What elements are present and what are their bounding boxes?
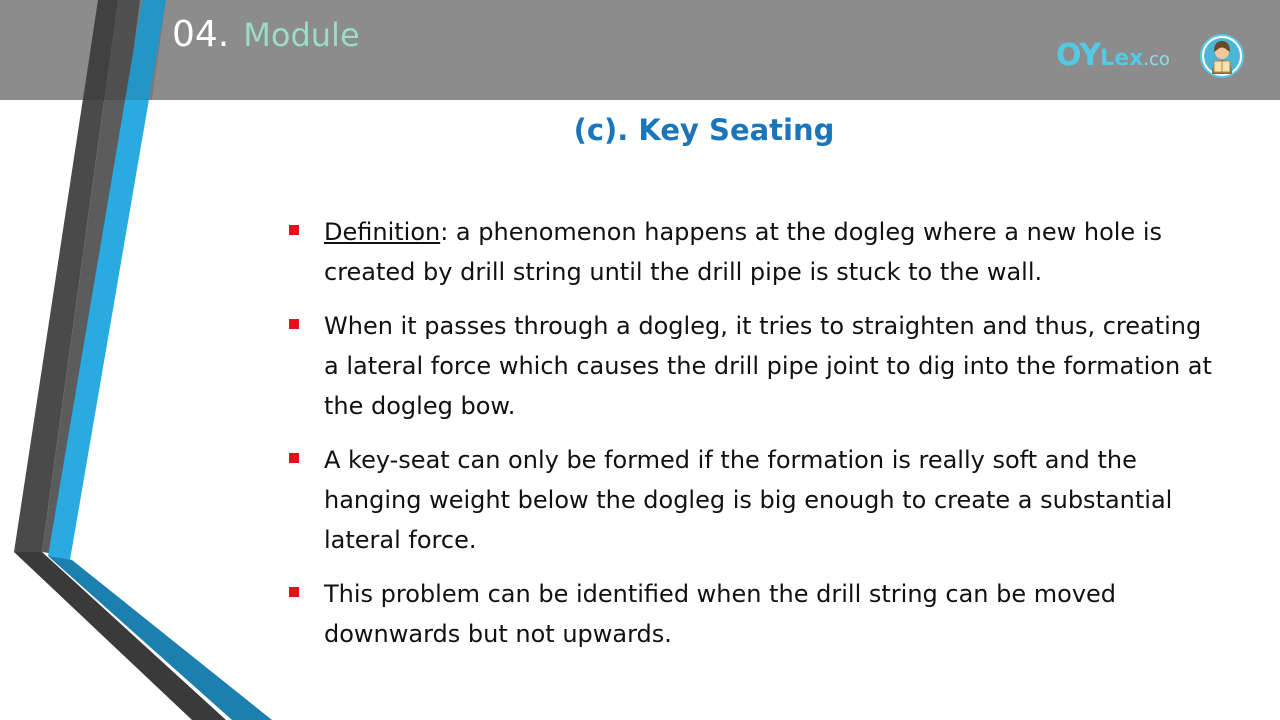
- bullet-item-identification: [282, 574, 1222, 654]
- bullet-text: This problem can be identified when the drill string can be moved downwards but not upwards.: [324, 580, 1117, 648]
- stripe-header-overlay: [84, 0, 166, 100]
- definition-term: Definition: [324, 218, 441, 246]
- brand-logo-domain: .co: [1143, 49, 1170, 70]
- bullet-text: A key-seat can only be formed if the formation is really soft and the hanging weight below the dogleg is big enough to create a substantial lateral force.: [324, 446, 1173, 554]
- module-number: 04.: [172, 14, 230, 55]
- definition-text: : a phenomenon happens at the dogleg where a new hole is created by drill string until the drill pipe is stuck to the wall.: [324, 218, 1162, 286]
- brand-logo-main: OY: [1056, 38, 1101, 73]
- brand-logo: [1056, 32, 1248, 80]
- stripe-dark-lower: [14, 552, 226, 720]
- bullet-text: When it passes through a dogleg, it tries to straighten and thus, creating a lateral force which causes the drill pipe joint to dig into the formation at the dogleg bow.: [324, 312, 1212, 420]
- reading-person-icon: [1200, 34, 1244, 78]
- module-heading: [172, 12, 360, 58]
- module-label: Module: [243, 16, 360, 54]
- bullet-square-icon: [289, 587, 299, 597]
- bullet-item-definition: [282, 212, 1222, 292]
- brand-logo-text: [1056, 38, 1170, 74]
- bullet-square-icon: [289, 453, 299, 463]
- bullet-square-icon: [289, 319, 299, 329]
- brand-logo-lex: Lex: [1100, 46, 1144, 71]
- bullet-list: [282, 212, 1222, 668]
- stripe-teal-lower: [48, 556, 272, 720]
- slide-title: (c). Key Seating: [573, 113, 835, 147]
- bullet-item-dogleg-straighten: [282, 306, 1222, 426]
- bullet-item-key-seat-formation: [282, 440, 1222, 560]
- bullet-square-icon: [289, 225, 299, 235]
